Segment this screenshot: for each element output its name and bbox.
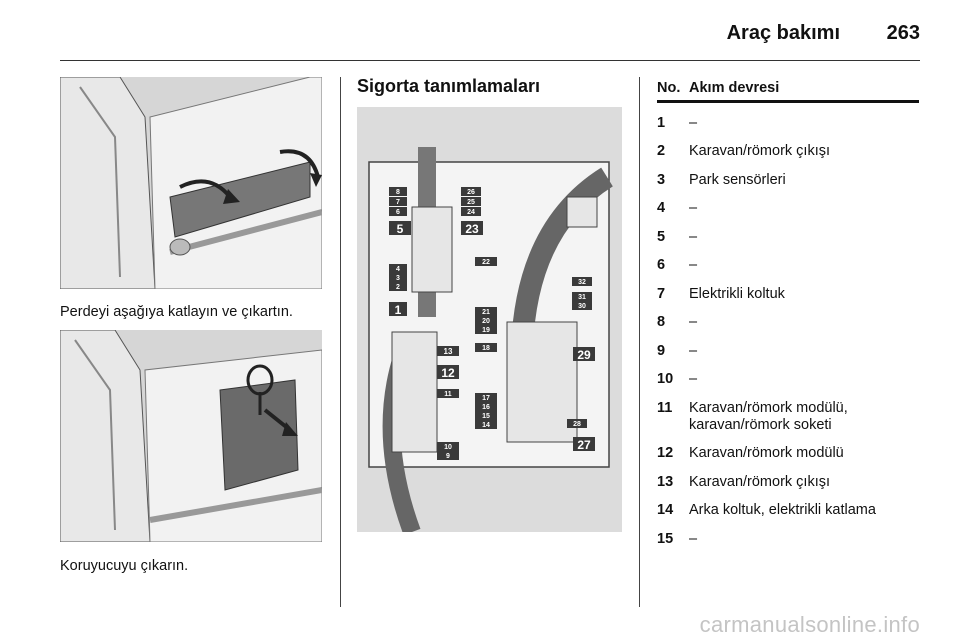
fuse-tag-label: 32 — [578, 279, 586, 286]
fuse-tag-label: 16 — [482, 404, 490, 411]
fuse-tag — [573, 347, 595, 362]
fuse-tag — [475, 402, 497, 411]
fuse-tag-label: 11 — [444, 391, 452, 398]
fuse-circuit: – — [689, 530, 698, 547]
fuse-tag-label: 26 — [467, 189, 475, 196]
table-row — [657, 286, 919, 303]
fuse-circuit: Karavan/römork modülü, karavan/römork soketi — [689, 399, 848, 433]
fuse-tag-label: 15 — [482, 413, 490, 420]
fuse-tag — [572, 301, 592, 310]
table-row — [657, 115, 919, 132]
fuse-tag — [475, 316, 497, 325]
fuse-circuit: Park sensörleri — [689, 171, 786, 188]
fuse-number: 2 — [657, 143, 666, 159]
table-header-row — [657, 80, 919, 103]
table-row — [657, 445, 919, 462]
fuse-tag — [461, 197, 481, 206]
fuse-circuit: – — [689, 114, 698, 131]
fuse-tag — [461, 187, 481, 196]
fuse-tag-label: 2 — [396, 284, 400, 291]
fuse-tag-label: 14 — [482, 422, 490, 429]
fuse-tag — [389, 221, 411, 236]
fuse-tag — [567, 419, 587, 428]
header-title: Araç bakımı — [726, 22, 840, 44]
fuse-tag-label: 9 — [446, 453, 450, 460]
fuse-tag — [475, 411, 497, 420]
fuse-number: 10 — [657, 371, 674, 387]
illustration-remove-protector — [60, 330, 322, 542]
fuse-tag-label: 4 — [396, 266, 400, 273]
fuse-table — [657, 80, 919, 548]
table-row — [657, 343, 919, 360]
table-row — [657, 474, 919, 491]
fuse-tag — [475, 257, 497, 266]
fuse-number: 9 — [657, 342, 666, 359]
fuse-number: 7 — [657, 285, 666, 302]
fuse-tag-label: 7 — [396, 199, 400, 206]
fuse-tag — [437, 442, 459, 451]
fuse-tag — [389, 197, 407, 206]
fuse-circuit: – — [689, 371, 698, 387]
table-row — [657, 531, 919, 548]
fuse-tag-label: 10 — [444, 444, 452, 451]
page-number: 263 — [886, 22, 920, 44]
fuse-tag — [437, 365, 459, 380]
table-row — [657, 143, 919, 160]
fuse-tag-label: 19 — [482, 327, 490, 334]
fuse-tag — [437, 346, 459, 356]
trunk-cover-drawing — [60, 77, 322, 289]
column-divider-1 — [340, 77, 341, 607]
fuse-tag-label: 18 — [482, 345, 490, 352]
fuse-box-diagram — [357, 107, 622, 532]
table-row — [657, 314, 919, 331]
fuse-tag-label: 13 — [443, 347, 453, 356]
fuse-tag-label: 28 — [573, 421, 581, 428]
table-body — [657, 115, 919, 548]
fuse-circuit: Arka koltuk, elektrikli katlama — [689, 502, 876, 518]
fuse-tag — [475, 307, 497, 316]
fuse-circuit: Karavan/römork modülü — [689, 445, 844, 461]
fuse-tag-label: 6 — [396, 209, 400, 216]
fuse-tag-label: 23 — [465, 222, 479, 236]
fuse-tag — [437, 389, 459, 398]
table-row — [657, 200, 919, 217]
fuse-number: 4 — [657, 200, 666, 216]
fuse-tag-label: 27 — [577, 438, 591, 452]
table-row — [657, 371, 919, 388]
fuse-number: 13 — [657, 473, 674, 490]
fuse-tag — [572, 277, 592, 286]
fuse-circuit: – — [689, 342, 698, 359]
watermark: carmanualsonline.info — [699, 612, 920, 637]
fuse-tag — [389, 282, 407, 291]
fuse-tag — [389, 264, 407, 273]
fuse-tag — [461, 207, 481, 216]
fuse-circuit: Karavan/römork çıkışı — [689, 143, 831, 159]
fuse-tag — [475, 343, 497, 352]
table-row — [657, 502, 919, 519]
fuse-tag-label: 30 — [578, 303, 586, 310]
fuse-tag-label: 1 — [394, 303, 402, 317]
fuse-circuit: – — [689, 200, 698, 216]
fuse-tag-label: 5 — [396, 222, 404, 236]
fuse-tag — [461, 221, 483, 236]
table-row — [657, 229, 919, 246]
fuse-tag-label: 12 — [441, 366, 455, 380]
table-row — [657, 257, 919, 274]
fuse-number: 12 — [657, 445, 674, 461]
fuse-circuit: – — [689, 314, 698, 330]
fuse-tag — [475, 420, 497, 429]
fuse-tag-label: 31 — [578, 294, 586, 301]
column-divider-2 — [639, 77, 640, 607]
fuse-tag — [475, 325, 497, 334]
fuse-circuit: – — [689, 257, 698, 273]
header-rule — [60, 60, 920, 61]
fuse-number: 6 — [657, 257, 666, 273]
fuse-circuit: – — [689, 228, 698, 245]
fuse-tag — [437, 451, 459, 460]
fuse-number: 11 — [657, 399, 673, 416]
fuse-tag — [389, 207, 407, 216]
fuse-box-drawing — [357, 107, 622, 532]
fuse-number: 14 — [657, 502, 674, 518]
table-row — [657, 400, 919, 434]
fuse-tag-label: 22 — [482, 259, 490, 266]
fuse-tag-label: 3 — [396, 275, 400, 282]
fuse-number: 15 — [657, 530, 674, 547]
fuse-tag — [389, 273, 407, 282]
fuse-circuit: Karavan/römork çıkışı — [689, 473, 831, 490]
fuse-tag-label: 25 — [467, 199, 475, 206]
fuse-number: 3 — [657, 171, 666, 188]
fuse-tag — [475, 393, 497, 402]
fuse-tag-label: 24 — [467, 209, 475, 216]
fuse-tag — [573, 437, 595, 452]
caption-fold-cover: Perdeyi aşağıya katlayın ve çıkartın. — [60, 304, 293, 320]
protector-drawing — [60, 330, 322, 542]
table-row — [657, 172, 919, 189]
fuse-tag — [389, 302, 407, 317]
fuse-circuit: Elektrikli koltuk — [689, 285, 785, 302]
fuse-tag-label: 20 — [482, 318, 490, 325]
column-header-circuit: Akım devresi — [689, 80, 780, 96]
fuse-number: 8 — [657, 314, 666, 330]
section-title: Sigorta tanımlamaları — [357, 76, 541, 96]
fuse-tag-label: 8 — [396, 189, 400, 196]
fuse-tag-label: 21 — [482, 309, 490, 316]
fuse-tag-label: 29 — [577, 348, 591, 362]
caption-remove-protector: Koruyucuyu çıkarın. — [60, 558, 189, 574]
illustration-fold-cover — [60, 77, 322, 289]
fuse-tag — [572, 292, 592, 301]
fuse-number: 1 — [657, 114, 666, 131]
fuse-tag-label: 17 — [482, 395, 490, 402]
fuse-number: 5 — [657, 228, 666, 245]
column-header-no: No. — [657, 80, 681, 96]
fuse-tag — [389, 187, 407, 196]
